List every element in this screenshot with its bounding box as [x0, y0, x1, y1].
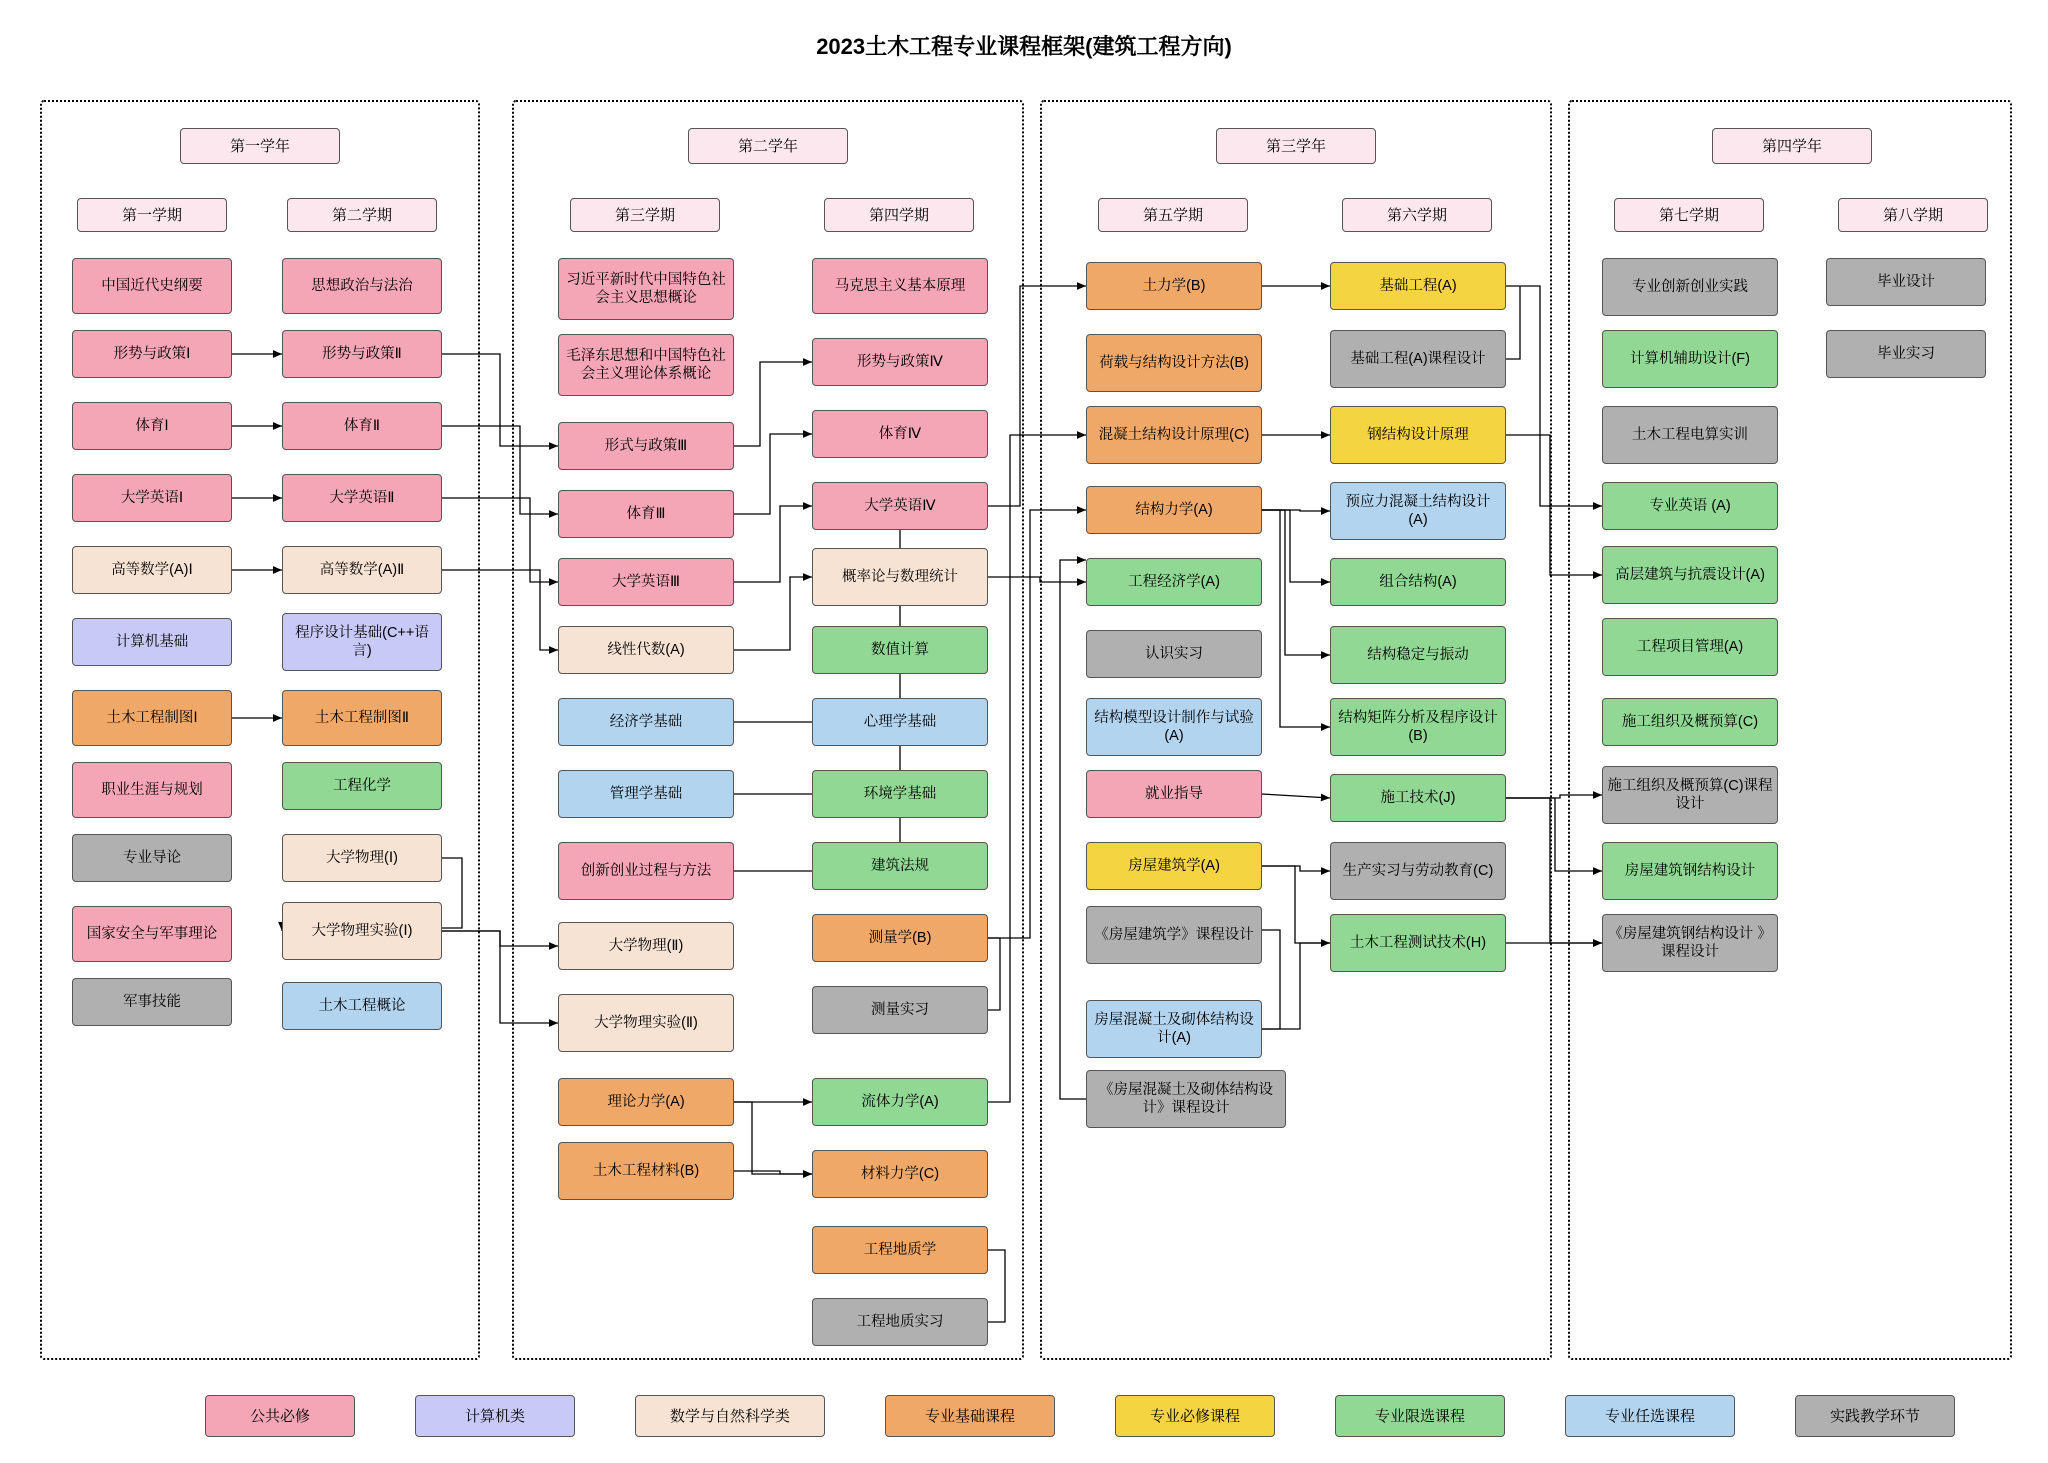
legend-item-computer: 计算机类	[415, 1395, 575, 1437]
course-node[interactable]: 结构矩阵分析及程序设计(B)	[1330, 698, 1506, 756]
course-node[interactable]: 计算机辅助设计(F)	[1602, 330, 1778, 388]
course-node[interactable]: 房屋建筑学(A)	[1086, 842, 1262, 890]
course-node[interactable]: 土木工程概论	[282, 982, 442, 1030]
course-node[interactable]: 国家安全与军事理论	[72, 906, 232, 962]
course-node[interactable]: 《房屋建筑钢结构设计 》课程设计	[1602, 914, 1778, 972]
course-node[interactable]: 施工组织及概预算(C)	[1602, 698, 1778, 746]
legend-item-major-elective: 专业任选课程	[1565, 1395, 1735, 1437]
course-node[interactable]: 工程化学	[282, 762, 442, 810]
course-node[interactable]: 结构稳定与振动	[1330, 626, 1506, 684]
course-node[interactable]: 大学物理实验(Ⅱ)	[558, 994, 734, 1052]
course-node[interactable]: 习近平新时代中国特色社会主义思想概论	[558, 258, 734, 320]
course-node[interactable]: 测量实习	[812, 986, 988, 1034]
course-node[interactable]: 形式与政策Ⅲ	[558, 422, 734, 470]
course-node[interactable]: 毛泽东思想和中国特色社会主义理论体系概论	[558, 334, 734, 396]
course-node[interactable]: 《房屋建筑学》课程设计	[1086, 906, 1262, 964]
course-node[interactable]: 大学英语Ⅲ	[558, 558, 734, 606]
course-node[interactable]: 专业英语 (A)	[1602, 482, 1778, 530]
year-label-3: 第三学年	[1216, 128, 1376, 164]
course-node[interactable]: 土力学(B)	[1086, 262, 1262, 310]
legend-item-practice: 实践教学环节	[1795, 1395, 1955, 1437]
course-node[interactable]: 思想政治与法治	[282, 258, 442, 314]
semester-label-7: 第七学期	[1614, 198, 1764, 232]
page-title: 2023土木工程专业课程框架(建筑工程方向)	[816, 34, 1232, 59]
course-node[interactable]: 工程地质学	[812, 1226, 988, 1274]
course-node[interactable]: 心理学基础	[812, 698, 988, 746]
course-node[interactable]: 计算机基础	[72, 618, 232, 666]
course-node[interactable]: 毕业实习	[1826, 330, 1986, 378]
course-node[interactable]: 组合结构(A)	[1330, 558, 1506, 606]
course-node[interactable]: 混凝土结构设计原理(C)	[1086, 406, 1262, 464]
course-node[interactable]: 结构力学(A)	[1086, 486, 1262, 534]
course-node[interactable]: 理论力学(A)	[558, 1078, 734, 1126]
course-node[interactable]: 管理学基础	[558, 770, 734, 818]
year-label-1: 第一学年	[180, 128, 340, 164]
course-node[interactable]: 就业指导	[1086, 770, 1262, 818]
course-node[interactable]: 土木工程制图Ⅱ	[282, 690, 442, 746]
course-node[interactable]: 职业生涯与规划	[72, 762, 232, 818]
course-node[interactable]: 体育Ⅱ	[282, 402, 442, 450]
course-node[interactable]: 程序设计基础(C++语言)	[282, 613, 442, 671]
course-node[interactable]: 高等数学(A)Ⅱ	[282, 546, 442, 594]
course-node[interactable]: 施工技术(J)	[1330, 774, 1506, 822]
course-node[interactable]: 工程项目管理(A)	[1602, 618, 1778, 676]
course-node[interactable]: 形势与政策Ⅳ	[812, 338, 988, 386]
course-node[interactable]: 工程地质实习	[812, 1298, 988, 1346]
legend-item-public-required: 公共必修	[205, 1395, 355, 1437]
course-node[interactable]: 房屋混凝土及砌体结构设计(A)	[1086, 1000, 1262, 1058]
course-node[interactable]: 基础工程(A)	[1330, 262, 1506, 310]
semester-label-8: 第八学期	[1838, 198, 1988, 232]
course-node[interactable]: 钢结构设计原理	[1330, 406, 1506, 464]
semester-label-1: 第一学期	[77, 198, 227, 232]
course-node[interactable]: 生产实习与劳动教育(C)	[1330, 842, 1506, 900]
course-node[interactable]: 预应力混凝土结构设计 (A)	[1330, 482, 1506, 540]
course-node[interactable]: 大学物理实验(Ⅰ)	[282, 902, 442, 960]
semester-label-6: 第六学期	[1342, 198, 1492, 232]
course-node[interactable]: 形势与政策Ⅱ	[282, 330, 442, 378]
course-node[interactable]: 环境学基础	[812, 770, 988, 818]
course-node[interactable]: 专业创新创业实践	[1602, 258, 1778, 316]
course-node[interactable]: 体育Ⅳ	[812, 410, 988, 458]
course-node[interactable]: 军事技能	[72, 978, 232, 1026]
course-node[interactable]: 流体力学(A)	[812, 1078, 988, 1126]
course-node[interactable]: 体育Ⅲ	[558, 490, 734, 538]
course-node[interactable]: 荷载与结构设计方法(B)	[1086, 334, 1262, 392]
year-label-2: 第二学年	[688, 128, 848, 164]
course-node[interactable]: 概率论与数理统计	[812, 548, 988, 606]
course-node[interactable]: 专业导论	[72, 834, 232, 882]
course-node[interactable]: 基础工程(A)课程设计	[1330, 330, 1506, 388]
semester-label-4: 第四学期	[824, 198, 974, 232]
course-node[interactable]: 中国近代史纲要	[72, 258, 232, 314]
course-node[interactable]: 线性代数(A)	[558, 626, 734, 674]
course-node[interactable]: 工程经济学(A)	[1086, 558, 1262, 606]
course-node[interactable]: 材料力学(C)	[812, 1150, 988, 1198]
course-node[interactable]: 《房屋混凝土及砌体结构设计》课程设计	[1086, 1070, 1286, 1128]
course-node[interactable]: 房屋建筑钢结构设计	[1602, 842, 1778, 900]
course-node[interactable]: 土木工程电算实训	[1602, 406, 1778, 464]
course-node[interactable]: 毕业设计	[1826, 258, 1986, 306]
course-node[interactable]: 建筑法规	[812, 842, 988, 890]
course-node[interactable]: 大学英语Ⅰ	[72, 474, 232, 522]
course-node[interactable]: 大学物理(Ⅱ)	[558, 922, 734, 970]
course-node[interactable]: 结构模型设计制作与试验 (A)	[1086, 698, 1262, 756]
course-node[interactable]: 经济学基础	[558, 698, 734, 746]
course-node[interactable]: 高等数学(A)Ⅰ	[72, 546, 232, 594]
course-node[interactable]: 测量学(B)	[812, 914, 988, 962]
semester-label-2: 第二学期	[287, 198, 437, 232]
course-node[interactable]: 创新创业过程与方法	[558, 842, 734, 900]
semester-label-3: 第三学期	[570, 198, 720, 232]
course-node[interactable]: 形势与政策Ⅰ	[72, 330, 232, 378]
course-node[interactable]: 土木工程材料(B)	[558, 1142, 734, 1200]
course-node[interactable]: 数值计算	[812, 626, 988, 674]
legend-item-major-required: 专业必修课程	[1115, 1395, 1275, 1437]
semester-label-5: 第五学期	[1098, 198, 1248, 232]
course-node[interactable]: 大学英语Ⅳ	[812, 482, 988, 530]
course-node[interactable]: 马克思主义基本原理	[812, 258, 988, 314]
course-node[interactable]: 高层建筑与抗震设计(A)	[1602, 546, 1778, 604]
legend-item-major-limited: 专业限选课程	[1335, 1395, 1505, 1437]
course-node[interactable]: 土木工程测试技术(H)	[1330, 914, 1506, 972]
course-node[interactable]: 施工组织及概预算(C)课程设计	[1602, 766, 1778, 824]
course-node[interactable]: 土木工程制图Ⅰ	[72, 690, 232, 746]
course-node[interactable]: 大学英语Ⅱ	[282, 474, 442, 522]
course-node[interactable]: 大学物理(Ⅰ)	[282, 834, 442, 882]
course-node[interactable]: 认识实习	[1086, 630, 1262, 678]
legend-item-major-basic: 专业基础课程	[885, 1395, 1055, 1437]
course-node[interactable]: 体育Ⅰ	[72, 402, 232, 450]
year-label-4: 第四学年	[1712, 128, 1872, 164]
legend-item-math-science: 数学与自然科学类	[635, 1395, 825, 1437]
